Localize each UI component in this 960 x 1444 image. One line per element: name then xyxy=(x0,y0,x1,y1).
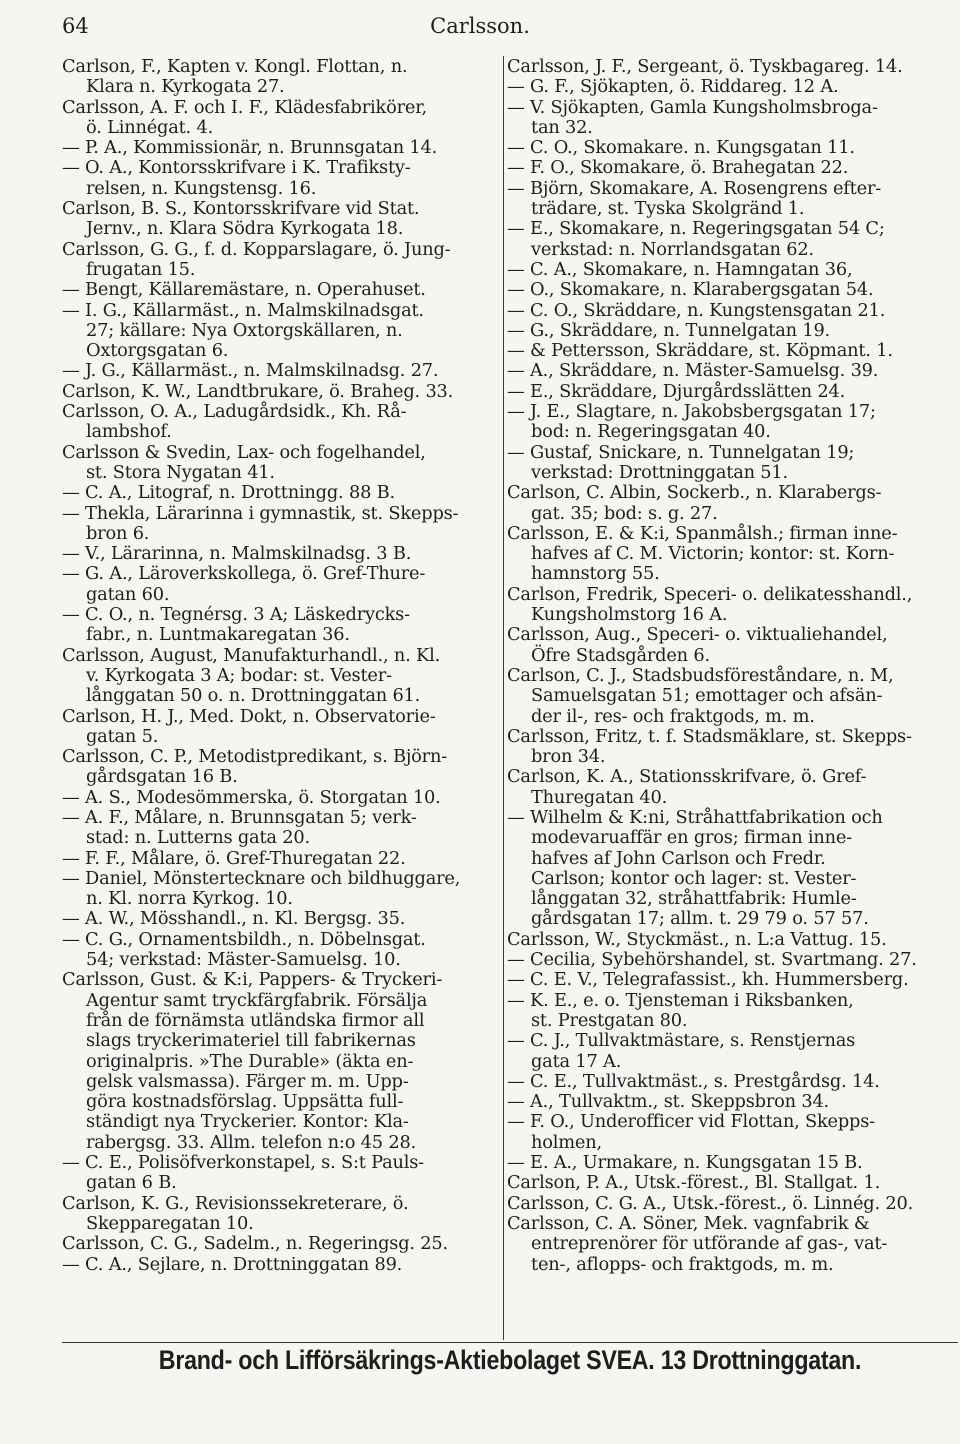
directory-line: — A., Skräddare, n. Mäster-Samuelsg. 39. xyxy=(507,360,879,382)
directory-line: rabergsg. 33. Allm. telefon n:o 45 28. xyxy=(86,1131,417,1153)
directory-line: — C. E., Polisöfverkonstapel, s. S:t Pauls- xyxy=(62,1152,424,1174)
directory-line: — Gustaf, Snickare, n. Tunnelgatan 19; xyxy=(507,441,855,463)
directory-line: Carlson, B. S., Kontorsskrifvare vid Stat. xyxy=(62,198,420,220)
directory-line: göra kostnadsförslag. Uppsätta full- xyxy=(86,1091,404,1113)
directory-line: — V. Sjökapten, Gamla Kungsholmsbroga- xyxy=(507,96,878,118)
directory-line: Carlson, C. J., Stadsbudsföreståndare, n. M, xyxy=(507,664,894,686)
directory-column-left xyxy=(62,57,502,1275)
directory-line: bod: n. Regeringsgatan 40. xyxy=(531,421,771,443)
directory-line: — C. G., Ornamentsbildh., n. Döbelnsgat. xyxy=(62,928,426,950)
directory-line: originalpris. »The Durable» (äkta en- xyxy=(86,1050,414,1072)
directory-line: — Björn, Skomakare, A. Rosengrens efter- xyxy=(507,177,882,199)
directory-line: — O., Skomakare, n. Klarabergsgatan 54. xyxy=(507,279,874,301)
directory-line: — A. F., Målare, n. Brunnsgatan 5; verk- xyxy=(62,806,417,828)
directory-line: Carlsson, C. G., Sadelm., n. Regeringsg. 25. xyxy=(62,1233,448,1255)
directory-line: entreprenörer för utförande af gas-, vat- xyxy=(531,1233,888,1255)
directory-line: — E. A., Urmakare, n. Kungsgatan 15 B. xyxy=(507,1152,863,1174)
directory-line: Carlsson, August, Manufakturhandl., n. Kl. xyxy=(62,644,441,666)
directory-line: — C. A., Litograf, n. Drottningg. 88 B. xyxy=(62,482,395,504)
directory-line: — G., Skräddare, n. Tunnelgatan 19. xyxy=(507,319,831,341)
directory-line: Agentur samt tryckfärgfabrik. Försälja xyxy=(86,989,428,1011)
directory-line: — J. G., Källarmäst., n. Malmskilnadsg. 27. xyxy=(62,360,439,382)
directory-line: gårdsgatan 16 B. xyxy=(86,766,238,788)
directory-line: — Daniel, Mönstertecknare och bildhuggare, xyxy=(62,867,461,889)
directory-line: Öfre Stadsgården 6. xyxy=(531,644,710,666)
directory-line: — A. W., Mösshandl., n. Kl. Bergsg. 35. xyxy=(62,908,406,930)
directory-line: st. Stora Nygatan 41. xyxy=(86,461,275,483)
directory-line: — O. A., Kontorsskrifvare i K. Trafiksty- xyxy=(62,157,411,179)
directory-line: — C. A., Sejlare, n. Drottninggatan 89. xyxy=(62,1253,403,1275)
directory-line: Carlsson, C. P., Metodistpredikant, s. Björn- xyxy=(62,746,448,768)
footer-advertisement: Brand- och Lifförsäkrings-Aktiebolaget SVEA. 13 Drottninggatan. xyxy=(158,1345,862,1375)
directory-line: Kungsholmstorg 16 A. xyxy=(531,604,728,626)
directory-line: bron 34. xyxy=(531,746,606,768)
directory-line: gårdsgatan 17; allm. t. 29 79 o. 57 57. xyxy=(531,908,869,930)
directory-line: 27; källare: Nya Oxtorgskällaren, n. xyxy=(86,319,403,341)
directory-line: — E., Skomakare, n. Regeringsgatan 54 C; xyxy=(507,218,885,240)
directory-line: Carlsson, O. A., Ladugårdsidk., Kh. Rå- xyxy=(62,401,407,423)
directory-line: bron 6. xyxy=(86,522,150,544)
directory-line: relsen, n. Kungstensg. 16. xyxy=(86,177,317,199)
directory-line: verkstad: Drottninggatan 51. xyxy=(531,461,788,483)
directory-line: Carlson, F., Kapten v. Kongl. Flottan, n. xyxy=(62,56,408,77)
directory-line: gatan 60. xyxy=(86,583,170,605)
directory-line: Carlson, C. Albin, Sockerb., n. Klarabergs- xyxy=(507,482,882,504)
directory-line: Skepparegatan 10. xyxy=(86,1212,254,1234)
directory-line: — F. F., Målare, ö. Gref-Thuregatan 22. xyxy=(62,847,406,869)
directory-line: 54; verkstad: Mäster-Samuelsg. 10. xyxy=(86,949,401,971)
directory-line: — C. O., Skomakare. n. Kungsgatan 11. xyxy=(507,137,855,159)
directory-line: Carlson; kontor och lager: st. Vester- xyxy=(531,867,857,889)
directory-line: — C. J., Tullvaktmästare, s. Renstjernas xyxy=(507,1030,856,1052)
directory-line: — C. E. V., Telegrafassist., kh. Hummersberg. xyxy=(507,969,909,991)
column-divider xyxy=(503,56,504,1340)
directory-line: — F. O., Underofficer vid Flottan, Skepps- xyxy=(507,1111,875,1133)
directory-line: frugatan 15. xyxy=(86,258,196,280)
directory-line: — Cecilia, Sybehörshandel, st. Svartmang. 27. xyxy=(507,949,917,971)
directory-line: — C. O., Skräddare, n. Kungstensgatan 21. xyxy=(507,299,886,321)
directory-line: lambshof. xyxy=(86,421,172,443)
directory-line: Carlsson, C. G. A., Utsk.-förest., ö. Linnég. 20. xyxy=(507,1192,914,1214)
directory-line: Carlsson, Fritz, t. f. Stadsmäklare, st. Skepps- xyxy=(507,725,912,747)
directory-line: modevaruaffär en gros; firman inne- xyxy=(531,827,853,849)
directory-line: gelsk valsmassa). Färger m. m. Upp- xyxy=(86,1070,409,1092)
page-number: 64 xyxy=(62,14,89,38)
directory-line: Klara n. Kyrkogata 27. xyxy=(86,76,285,98)
directory-line: v. Kyrkogata 3 A; bodar: st. Vester- xyxy=(86,664,392,686)
directory-line: der il-, res- och fraktgods, m. m. xyxy=(531,705,815,727)
page-header xyxy=(0,0,960,40)
directory-line: Carlson, Fredrik, Speceri- o. delikatesshandl., xyxy=(507,583,913,605)
directory-line: — J. E., Slagtare, n. Jakobsbergsgatan 17; xyxy=(507,401,876,423)
directory-line: — V., Lärarinna, n. Malmskilnadsg. 3 B. xyxy=(62,543,412,565)
directory-line: Thuregatan 40. xyxy=(531,786,668,808)
directory-line: långgatan 50 o. n. Drottninggatan 61. xyxy=(86,685,421,707)
directory-line: slags tryckerimateriel till fabrikernas xyxy=(86,1030,416,1052)
directory-line: — & Pettersson, Skräddare, st. Köpmant. 1. xyxy=(507,340,893,362)
directory-line: Carlsson, C. A. Söner, Mek. vagnfabrik & xyxy=(507,1212,870,1234)
directory-line: — Bengt, Källaremästare, n. Operahuset. xyxy=(62,279,426,301)
directory-line: — G. F., Sjökapten, ö. Riddareg. 12 A. xyxy=(507,76,839,98)
directory-line: ten-, aflopps- och fraktgods, m. m. xyxy=(531,1253,834,1275)
directory-line: — Wilhelm & K:ni, Stråhattfabrikation och xyxy=(507,806,883,828)
directory-line: verkstad: n. Norrlandsgatan 62. xyxy=(531,238,814,260)
directory-line: Samuelsgatan 51; emottager och afsän- xyxy=(531,685,883,707)
directory-line: gat. 35; bod: s. g. 27. xyxy=(531,502,718,524)
directory-line: Carlsson, G. G., f. d. Kopparslagare, ö. Jung- xyxy=(62,238,451,260)
directory-line: — F. O., Skomakare, ö. Brahegatan 22. xyxy=(507,157,849,179)
directory-line: ö. Linnégat. 4. xyxy=(86,116,214,138)
directory-line: stad: n. Lutterns gata 20. xyxy=(86,827,310,849)
directory-line: gatan 5. xyxy=(86,725,159,747)
directory-line: hafves af John Carlson och Fredr. xyxy=(531,847,826,869)
directory-line: trädare, st. Tyska Skolgränd 1. xyxy=(531,198,805,220)
directory-line: Carlson, H. J., Med. Dokt, n. Observatorie- xyxy=(62,705,436,727)
directory-line: holmen, xyxy=(531,1131,602,1153)
directory-line: Carlsson, J. F., Sergeant, ö. Tyskbagareg. 14. xyxy=(507,56,903,77)
directory-line: — G. A., Läroverkskollega, ö. Gref-Thure- xyxy=(62,563,426,585)
directory-line: långgatan 32, stråhattfabrik: Humle- xyxy=(531,888,857,910)
directory-line: Carlsson, Gust. & K:i, Pappers- & Tryckeri- xyxy=(62,969,443,991)
directory-line: — K. E., e. o. Tjensteman i Riksbanken, xyxy=(507,989,854,1011)
directory-line: Carlsson & Svedin, Lax- och fogelhandel, xyxy=(62,441,426,463)
directory-line: Oxtorgsgatan 6. xyxy=(86,340,229,362)
directory-line: från de förnämsta utländska firmor all xyxy=(86,1009,425,1031)
directory-line: — Thekla, Lärarinna i gymnastik, st. Skepps- xyxy=(62,502,459,524)
directory-column-right xyxy=(507,57,955,1275)
directory-line: — A. S., Modesömmerska, ö. Storgatan 10. xyxy=(62,786,441,808)
directory-line: Carlsson, W., Styckmäst., n. L:a Vattug. 15. xyxy=(507,928,887,950)
directory-line: Carlson, K. W., Landtbrukare, ö. Braheg. 33. xyxy=(62,380,454,402)
directory-line: st. Prestgatan 80. xyxy=(531,1009,688,1031)
directory-line: hamnstorg 55. xyxy=(531,563,660,585)
directory-line: gatan 6 B. xyxy=(86,1172,177,1194)
directory-line: ständigt nya Tryckerier. Kontor: Kla- xyxy=(86,1111,409,1133)
directory-line: n. Kl. norra Kyrkog. 10. xyxy=(86,888,293,910)
directory-line: tan 32. xyxy=(531,116,593,138)
directory-line: Jernv., n. Klara Södra Kyrkogata 18. xyxy=(86,218,404,240)
directory-line: — I. G., Källarmäst., n. Malmskilnadsgat. xyxy=(62,299,424,321)
directory-line: Carlsson, A. F. och I. F., Klädesfabrikörer, xyxy=(62,96,427,118)
directory-line: — C. E., Tullvaktmäst., s. Prestgårdsg. 14. xyxy=(507,1070,880,1092)
directory-line: — C. A., Skomakare, n. Hamngatan 36, xyxy=(507,258,853,280)
footer-rule xyxy=(62,1342,958,1343)
directory-line: Carlsson, Aug., Speceri- o. viktualiehandel, xyxy=(507,624,888,646)
directory-line: — C. O., n. Tegnérsg. 3 A; Läskedrycks- xyxy=(62,604,410,626)
directory-line: hafves af C. M. Victorin; kontor: st. Korn- xyxy=(531,543,895,565)
directory-line: — P. A., Kommissionär, n. Brunnsgatan 14. xyxy=(62,137,438,159)
directory-line: — E., Skräddare, Djurgårdsslätten 24. xyxy=(507,380,846,402)
directory-line: — A., Tullvaktm., st. Skeppsbron 34. xyxy=(507,1091,830,1113)
directory-line: Carlson, P. A., Utsk.-förest., Bl. Stallgat. 1. xyxy=(507,1172,881,1194)
directory-line: Carlsson, E. & K:i, Spanmålsh.; firman inne- xyxy=(507,522,898,544)
directory-line: fabr., n. Luntmakaregatan 36. xyxy=(86,624,350,646)
directory-line: gata 17 A. xyxy=(531,1050,622,1072)
running-head: Carlsson. xyxy=(430,14,530,38)
directory-line: Carlson, K. G., Revisionssekreterare, ö. xyxy=(62,1192,409,1214)
directory-line: Carlson, K. A., Stationsskrifvare, ö. Gref- xyxy=(507,766,867,788)
